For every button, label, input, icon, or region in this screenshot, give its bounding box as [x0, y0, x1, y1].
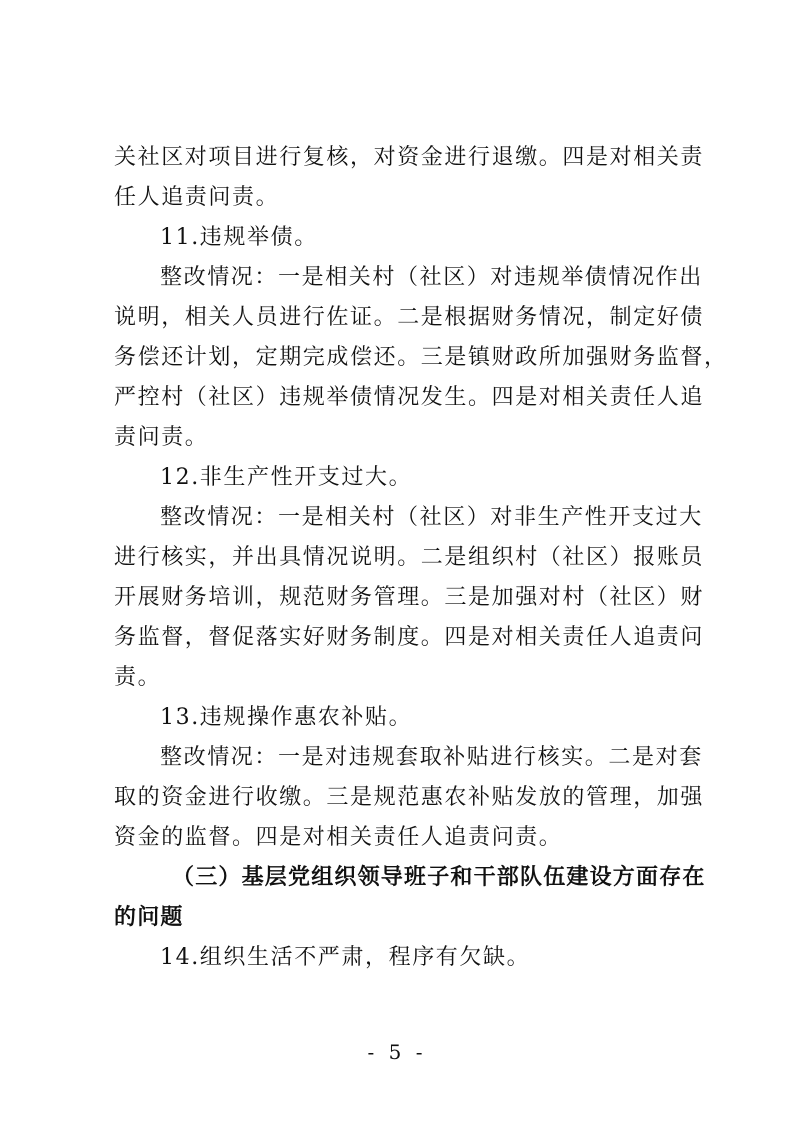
paragraph-2-line-3: 严控村（社区）违规举债情况发生。四是对相关责任人追	[114, 385, 705, 410]
paragraph-4-line-2: 开展财务培训，规范财务管理。三是加强对村（社区）财	[114, 585, 705, 610]
paragraph-2-line-0: 整改情况：一是相关村（社区）对违规举债情况作出	[160, 265, 703, 290]
paragraph-0-line-1: 任人追责问责。	[114, 185, 280, 210]
page-number: - 5 -	[367, 1040, 427, 1064]
paragraph-6-line-2: 资金的监督。四是对相关责任人追责问责。	[114, 825, 563, 850]
paragraph-6-line-0: 整改情况：一是对违规套取补贴进行核实。二是对套	[160, 745, 703, 770]
paragraph-0-line-0: 关社区对项目进行复核，对资金进行退缴。四是对相关责	[114, 145, 705, 170]
paragraph-4-line-1: 进行核实，并出具情况说明。二是组织村（社区）报账员	[114, 545, 705, 570]
paragraph-6-line-1: 取的资金进行收缴。三是规范惠农补贴发放的管理，加强	[114, 785, 705, 810]
section-heading-line-1: 的问题	[114, 905, 184, 930]
paragraph-4-line-4: 责。	[114, 665, 162, 690]
item-14-title: 14.组织生活不严肃，程序有欠缺。	[160, 945, 531, 970]
section-heading-line-0: （三）基层党组织领导班子和干部队伍建设方面存在	[172, 865, 706, 890]
item-11-title: 11.违规举债。	[160, 225, 318, 250]
paragraph-4-line-0: 整改情况：一是相关村（社区）对非生产性开支过大	[160, 505, 703, 530]
paragraph-2-line-2: 务偿还计划，定期完成偿还。三是镇财政所加强财务监督，	[114, 345, 728, 370]
paragraph-2-line-4: 责问责。	[114, 425, 209, 450]
paragraph-4-line-3: 务监督，督促落实好财务制度。四是对相关责任人追责问	[114, 625, 705, 650]
document-body	[114, 138, 728, 978]
paragraph-2-line-1: 说明，相关人员进行佐证。二是根据财务情况，制定好债	[114, 305, 705, 330]
item-12-title: 12.非生产性开支过大。	[160, 465, 413, 490]
item-13-title: 13.违规操作惠农补贴。	[160, 705, 413, 730]
